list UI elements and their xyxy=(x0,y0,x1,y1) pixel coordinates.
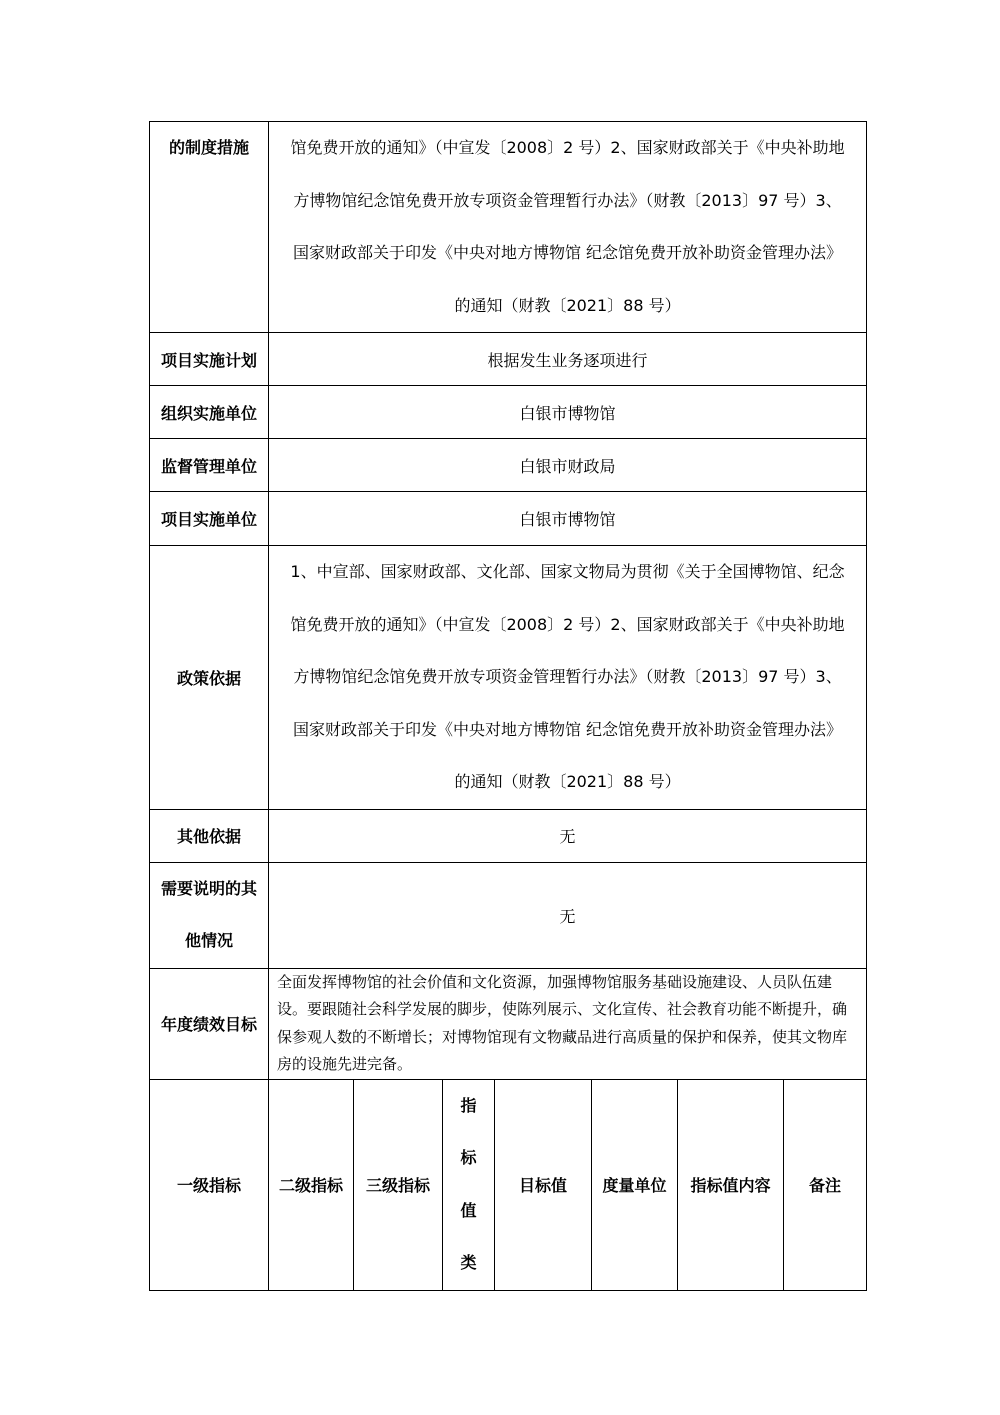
org-unit-label: 组织实施单位 xyxy=(150,386,269,439)
plan-row xyxy=(150,333,867,386)
measures-line: 方博物馆纪念馆免费开放专项资金管理暂行办法》（财教〔2013〕97 号）3、 xyxy=(293,190,842,210)
policy-line: 1、中宣部、国家财政部、文化部、国家文物局为贯彻《关于全国博物馆、纪念 xyxy=(290,562,845,581)
plan-label: 项目实施计划 xyxy=(150,333,269,386)
impl-unit-label: 项目实施单位 xyxy=(150,492,269,546)
header-value-type-char: 类 xyxy=(460,1253,477,1272)
header-level2: 二级指标 xyxy=(269,1079,354,1290)
impl-unit-row xyxy=(150,492,867,546)
org-unit-value: 白银市博物馆 xyxy=(269,386,867,439)
policy-row xyxy=(150,546,867,810)
plan-value: 根据发生业务逐项进行 xyxy=(269,333,867,386)
header-value-type-char: 指 xyxy=(460,1095,477,1115)
annual-goal-row xyxy=(150,968,867,1079)
policy-line: 方博物馆纪念馆免费开放专项资金管理暂行办法》（财教〔2013〕97 号）3、 xyxy=(293,667,842,686)
other-basis-row xyxy=(150,809,867,862)
policy-line: 国家财政部关于印发《中央对地方博物馆 纪念馆免费开放补助资金管理办法》 xyxy=(292,719,843,739)
measures-value xyxy=(269,122,867,333)
measures-line: 馆免费开放的通知》（中宣发〔2008〕2 号）2、国家财政部关于《中央补助地 xyxy=(290,138,845,157)
header-target: 目标值 xyxy=(495,1079,592,1290)
notes-label-line: 需要说明的其 xyxy=(160,878,257,898)
measures-row xyxy=(150,122,867,333)
policy-line: 的通知（财教〔2021〕88 号） xyxy=(454,772,681,791)
annual-goal-value: 全面发挥博物馆的社会价值和文化资源，加强博物馆服务基础设施建设、人员队伍建设。要跟随社会科学发展的脚步，使陈列展示、文化宣传、社会教育功能不断提升，确保参观人数的不断增长；对博物馆现有文物藏品进行高质量的保护和保养，使其文物库房的设施先进完备。 xyxy=(269,968,867,1079)
impl-unit-value: 白银市博物馆 xyxy=(269,492,867,546)
notes-label xyxy=(150,862,269,968)
supervisor-value: 白银市财政局 xyxy=(269,439,867,492)
org-unit-row xyxy=(150,386,867,439)
header-value-type-char: 标 xyxy=(460,1148,477,1167)
header-value-type-char: 值 xyxy=(460,1200,477,1220)
measures-line: 的通知（财教〔2021〕88 号） xyxy=(454,295,681,315)
supervisor-label: 监督管理单位 xyxy=(150,439,269,492)
measures-label: 的制度措施 xyxy=(150,122,269,333)
supervisor-row xyxy=(150,439,867,492)
header-content: 指标值内容 xyxy=(678,1079,784,1290)
header-remarks: 备注 xyxy=(784,1079,867,1290)
project-info-table xyxy=(149,121,867,1291)
notes-label-line: 他情况 xyxy=(184,931,233,950)
policy-label: 政策依据 xyxy=(150,546,269,810)
other-basis-value: 无 xyxy=(269,809,867,862)
header-level3: 三级指标 xyxy=(354,1079,443,1290)
header-unit: 度量单位 xyxy=(592,1079,678,1290)
indicator-header-row xyxy=(150,1079,867,1290)
annual-goal-label: 年度绩效目标 xyxy=(150,968,269,1079)
notes-value: 无 xyxy=(269,862,867,968)
other-basis-label: 其他依据 xyxy=(150,809,269,862)
policy-value xyxy=(269,546,867,810)
measures-line: 国家财政部关于印发《中央对地方博物馆 纪念馆免费开放补助资金管理办法》 xyxy=(292,243,843,262)
header-value-type xyxy=(443,1079,495,1290)
notes-row xyxy=(150,862,867,968)
header-level1: 一级指标 xyxy=(150,1079,269,1290)
policy-line: 馆免费开放的通知》（中宣发〔2008〕2 号）2、国家财政部关于《中央补助地 xyxy=(290,614,845,634)
